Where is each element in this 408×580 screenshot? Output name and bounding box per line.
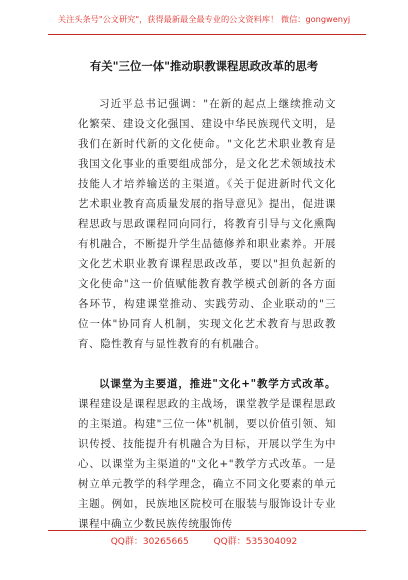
paragraph-intro (78, 94, 336, 354)
header-banner: 关注头条号"公文研究"，获得最新最全最专业的公文资料库！ 微信：gongwenyj (57, 14, 351, 24)
footer (0, 534, 408, 547)
document-body (78, 94, 336, 534)
document-title: 有关"三位一体"推动职教课程思政改革的思考 (89, 59, 319, 73)
paragraph-text: 习近平总书记强调："在新的起点上继续推动文化繁荣、建设文化强国、建设中华民族现代文明，是我们在新时代新的文化使命。"文化艺术职业教育是我国文化事业的重要组成部分，是文化艺术领域技术技能人才培养输送的主渠道。《关于促进新时代文化艺术职业教育高质量发展的指导意见》提出，促进课程思政与思政课程同向同行，将教育引导与文化熏陶有机融合，不断提升学生品德修养和职业素养。开展文化艺术职业教育课程思政改革，要以"担负起新的文化使命"这一价值赋能教育教学模式创新的各方面各环节，构建课堂推动、实践劳动、企业联动的"三位一体"协同育人机制，实现文化艺术教育与思政教育、隐性教育与显性教育的有机融合。 (78, 98, 336, 350)
footer-divider (48, 530, 366, 531)
footer-qq-group-2: QQ群：535304092 (213, 537, 298, 547)
header-divider (48, 34, 366, 35)
paragraph-text: 课程建设是课程思政的主战场，课堂教学是课程思政的主渠道。构建"三位一体"机制，要以价值引领、知识传授、技能提升有机融合为目标，开展以学生为中心、以课堂为主渠道的"文化+"教学方式改革。一是树立单元教学的科学理念，确立不同文化要素的单元主题。例如，民族地区院校可在服装与服饰设计专业课程中确立少数民族传统服饰传 (78, 398, 336, 530)
paragraph-classroom (78, 374, 336, 534)
section-heading: 以课堂为主要道，推进"文化+"教学方式改革。 (99, 378, 336, 390)
footer-qq-group-1: QQ群：30265665 (110, 537, 189, 547)
